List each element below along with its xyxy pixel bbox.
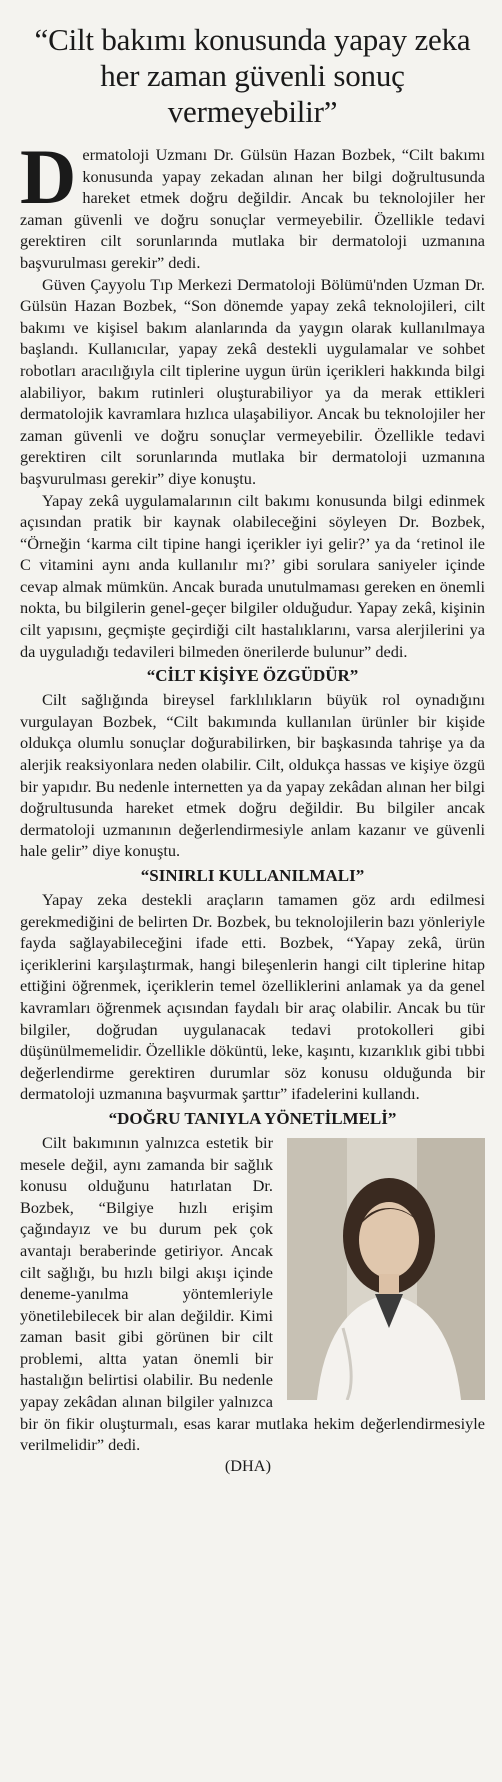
closing-block bbox=[20, 1132, 485, 1476]
section-heading: “SINIRLI KULLANILMALI” bbox=[140, 866, 365, 885]
lead-text: ermatoloji Uzmanı Dr. Gülsün Hazan Bozbek, “Cilt bakımı konusunda yapay zekadan alınan her bilgi doğrultusunda hareket etmek doğru değildir. Ancak bu teknolojiler her zaman güvenli ve doğru sonuçlar vermeyebilir. Özellikle tedavi gerektiren cilt sorunlarında mutlaka bir dermatoloji uzmanına başvurulması gerekir” dedi. bbox=[20, 145, 485, 272]
body-paragraph: Yapay zekâ uygulamalarının cilt bakımı konusunda bilgi edinmek açısından pratik bir kaynak olabileceğini söyleyen Dr. Bozbek, “Örneğin ‘karma cilt tipine hangi içerikler iyi gelir?’ ya da ‘retinol ile C vitamini aynı anda kullanılır mı?’ gibi sorulara saniyeler içinde cevap almak mümkün. Ancak burada unutulmaması gereken en önemli nokta, bu bilgilerin genel-geçer bilgiler olduğudur. Yapay zekâ, kişinin cilt yapısını, geçmişte geçirdiği cilt hastalıklarını, varsa alerjilerini ya da uyguladığı tedavileri bilmeden önerilerde bulunur” dedi. bbox=[20, 490, 485, 661]
doctor-portrait-photo bbox=[287, 1138, 485, 1400]
section-heading: “DOĞRU TANIYLA YÖNETİLMELİ” bbox=[108, 1108, 397, 1128]
drop-cap: D bbox=[20, 133, 77, 220]
body-paragraph: Güven Çayyolu Tıp Merkezi Dermatoloji Bölümü'nden Uzman Dr. Gülsün Hazan Bozbek, “Son dönemde yapay zekâ teknolojileri, cilt bakımı ve kişisel bakım alanlarında da yaygın olarak kullanılmaya başlandı. Kullanıcılar, yapay zekâ destekli uygulamalar ve sohbet robotları aracılığıyla cilt tiplerine uygun ürün içerikleri hakkında bilgi alabiliyor, bakım rutinleri oluşturabiliyor ya da merak ettikleri dermatolojik kavramlara hızlıca ulaşabiliyor. Ancak bu teknolojiler her zaman güvenli ve doğru sonuçlar vermeyebilir. Özellikle tedavi gerektiren cilt sorunlarında mutlaka bir dermatoloji uzmanına başvurulması gerekir” diye konuştu. bbox=[20, 274, 485, 488]
body-paragraph: Cilt sağlığında bireysel farklılıkların büyük rol oynadığını vurgulayan Bozbek, “Cilt bakımında kullanılan ürünler bir kişide oldukça olumlu sonuçlar doğurabilirken, bir başkasında tahrişe ya da alerjik reaksiyonlara neden olabilir. Cilt, oldukça hassas ve kişiye özgü bir yapıdır. Bu nedenle internetten ya da yapay zekâdan alınan her bilgi doğrultusunda hareket etmek doğru değildir. Bu bilgiler ancak dermatoloji uzmanının değerlendirmesiyle anlam kazanır ve güvenli hale gelir” diye konuştu. bbox=[20, 690, 485, 861]
signoff bbox=[20, 1456, 485, 1476]
headline: “Cilt bakımı konusunda yapay zeka her zaman güvenli sonuç vermeyebilir” bbox=[34, 22, 471, 129]
source-credit: (DHA) bbox=[224, 1455, 271, 1475]
lead-paragraph bbox=[20, 133, 485, 274]
portrait-illustration bbox=[287, 1138, 485, 1400]
closing-paragraph: Cilt bakımının yalnızca estetik bir mesele değil, aynı zamanda bir sağlık konusu olduğunu hatırlatan Dr. Bozbek, “Bilgiye hızlı erişim çağındayız ve bu durum pek çok avantajı beraberinde getiriyor. Ancak cilt sağlığı, bu hızlı bilgi akışı içinde deneme-yanılma yöntemleriyle yönetilebilecek bir alan değildir. Kimi zaman basit gibi görünen bir cilt problemi, altta yatan önemli bir hastalığın belirtisi olabilir. Bu nedenle yapay zekâdan alınan bilgiler yalnızca bir ön fikir oluşturmalı, esas karar mutlaka hekim değerlendirmesiyle verilmelidir” dedi. bbox=[20, 1132, 485, 1455]
body-paragraph: Yapay zeka destekli araçların tamamen göz ardı edilmesi gerekmediğini de belirten Dr. Bozbek, bu teknolojilerin bazı yönleriyle fayda sağlayabileceğini ifade etti. Bozbek, “Yapay zekâ, ürün içeriklerini karşılaştırmak, hangi bileşenlerin hangi cilt tiplerine hitap ettiğini öğrenmek, içeriklerin temel özelliklerini anlamak ya da genel kavramları öğrenmek açısından faydalı bir araç olabilir. Ancak bu tür bilgiler, doğrudan uygulanacak tedavi protokolleri gibi düşünülmemelidir. Özellikle döküntü, leke, kaşıntı, kızarıklık gibi tıbbi değerlendirme gerektiren durumlar söz konusu olduğunda bir dermatoloji uzmanına başvurmak şarttır” ifadelerini kullandı. bbox=[20, 890, 485, 1104]
section-heading: “CİLT KİŞİYE ÖZGÜDÜR” bbox=[146, 666, 359, 686]
